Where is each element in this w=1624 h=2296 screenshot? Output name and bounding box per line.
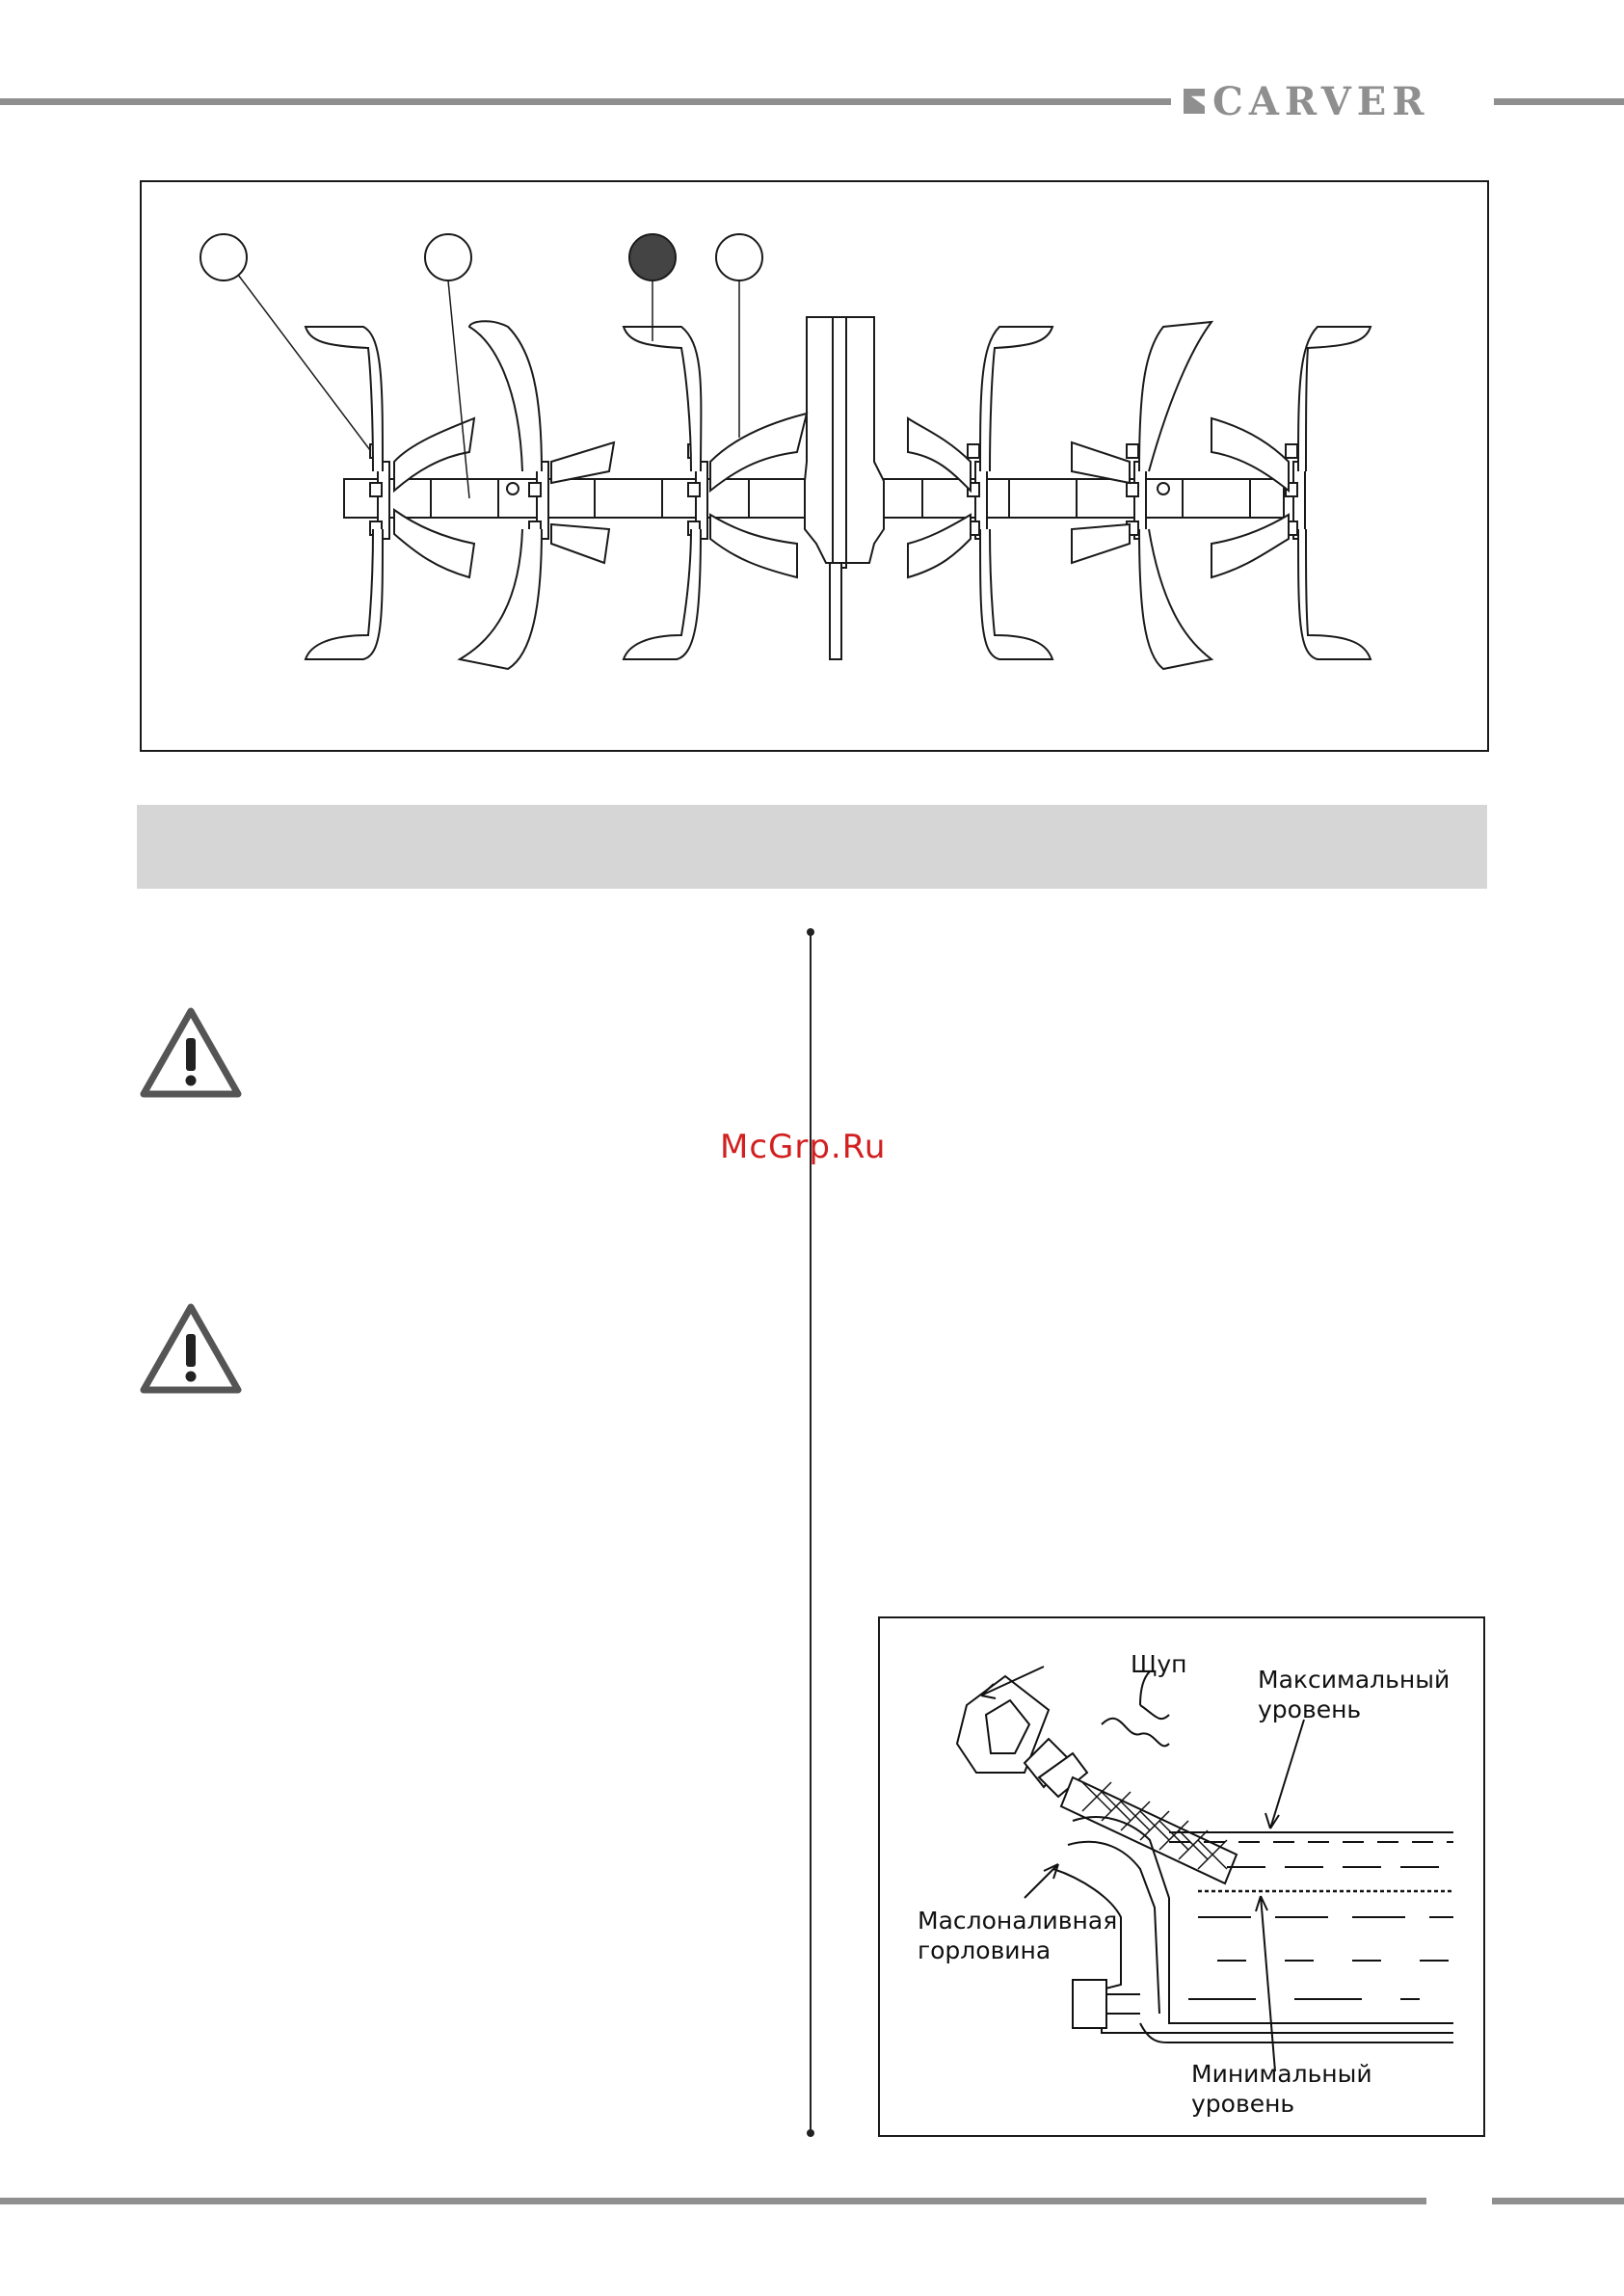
callout-2 [425, 234, 471, 280]
tiller-drive-pin [830, 563, 841, 659]
column-divider [810, 931, 812, 2133]
warning-triangle-icon [138, 1005, 244, 1102]
watermark-text: McGrp.Ru [720, 1128, 887, 1166]
header-rule-right [1494, 98, 1624, 105]
tiller-gearbox [805, 317, 884, 563]
tiller-drawing [142, 182, 1487, 750]
footer-rule-right [1492, 2198, 1624, 2204]
oil-label-min-line2: уровень [1191, 2090, 1295, 2118]
brand-mark-icon [1184, 89, 1205, 114]
oil-label-min-line1: Минимальный [1191, 2060, 1372, 2088]
oil-level-figure [878, 1616, 1485, 2137]
oil-label-dipstick: Щуп [1131, 1650, 1187, 1678]
oil-label-max-line2: уровень [1258, 1695, 1362, 1723]
divider-end-dot [807, 928, 814, 936]
callout-1 [200, 234, 247, 280]
brand-wordmark: CARVER [1212, 79, 1430, 124]
header-rule [0, 98, 1171, 105]
divider-end-dot [807, 2129, 814, 2137]
callout-4 [716, 234, 762, 280]
oil-level-drawing [880, 1618, 1483, 2135]
callout-3 [629, 234, 676, 280]
warning-triangle-icon [138, 1301, 244, 1398]
brand-logo [1184, 81, 1487, 123]
oil-label-filler-line1: Маслоналивная [918, 1907, 1118, 1935]
footer-rule [0, 2198, 1426, 2204]
section-heading-band [137, 805, 1487, 889]
oil-label-filler-line2: горловина [918, 1936, 1052, 1964]
tiller-figure [140, 180, 1489, 752]
oil-label-max-line1: Максимальный [1258, 1666, 1451, 1694]
